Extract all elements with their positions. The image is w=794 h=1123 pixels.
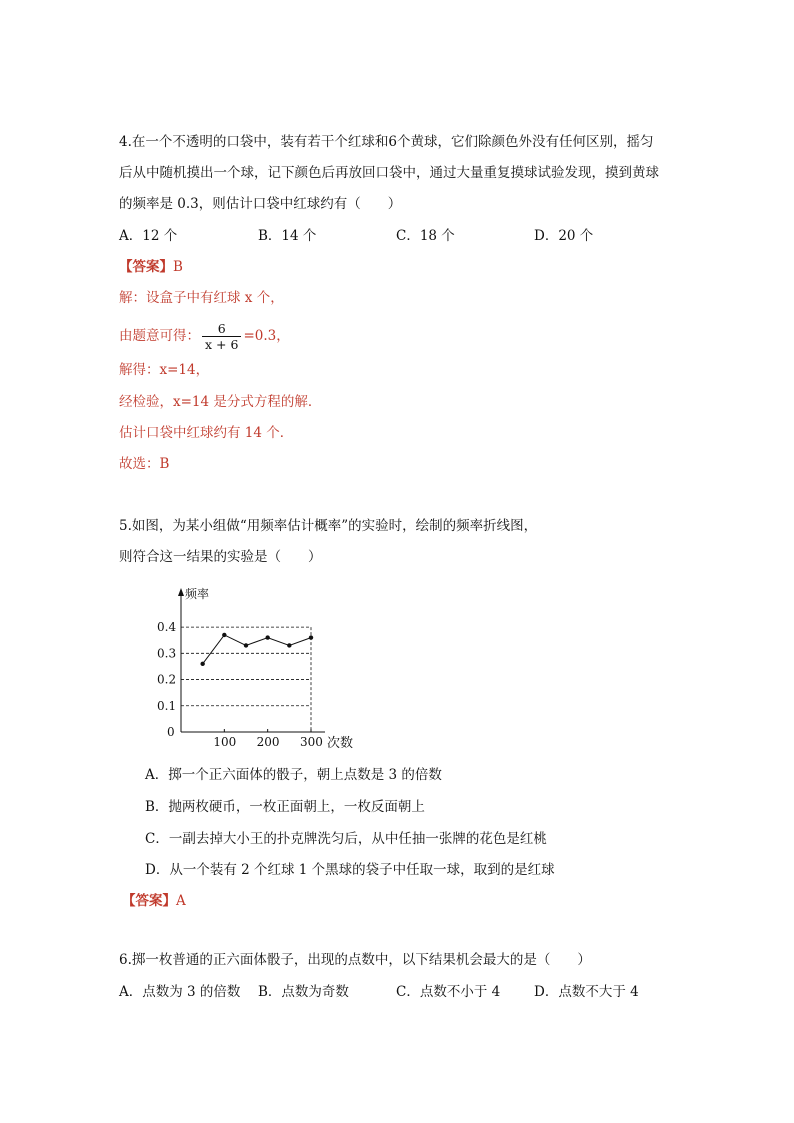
data-point: [309, 635, 313, 639]
q4-answer: [119, 257, 183, 277]
q4-stem-line1: 4.在一个不透明的口袋中，装有若干个红球和6个黄球，它们除颜色外没有任何区别，摇匀: [119, 134, 654, 150]
y-tick-label: 0.1: [157, 698, 177, 713]
q4-solution-suffix: =0.3，: [243, 328, 290, 344]
q4-option-b: B．14 个: [258, 228, 317, 244]
origin-label: 0: [167, 725, 175, 739]
y-axis-arrow: [178, 588, 184, 596]
q4-solution-line6: 故选：B: [119, 456, 170, 472]
x-axis-label: 次数: [327, 736, 354, 751]
q5-option-a: A．掷一个正六面体的骰子，朝上点数是 3 的倍数: [145, 767, 442, 783]
q4-stem-line3: 的频率是 0.3，则估计口袋中红球约有（ ）: [119, 196, 402, 212]
q5-answer-value: A: [176, 893, 186, 909]
fraction-denominator: x + 6: [205, 337, 239, 352]
q5-option-b: B．抛两枚硬币，一枚正面朝上，一枚反面朝上: [145, 799, 425, 815]
y-tick-label: 0.3: [157, 646, 177, 661]
data-point: [244, 643, 248, 647]
fraction-numerator: 6: [202, 321, 241, 337]
x-tick-label: 100: [213, 735, 237, 749]
data-point: [265, 635, 269, 639]
data-point: [287, 643, 291, 647]
q6-option-a: A．点数为 3 的倍数: [119, 984, 241, 1000]
x-tick-label: 300: [300, 735, 323, 749]
q4-solution-line2: [119, 318, 290, 354]
q6-stem-line1: 6.掷一枚普通的正六面体骰子，出现的点数中，以下结果机会最大的是（ ）: [119, 952, 591, 968]
q4-answer-tag: 【答案】: [119, 259, 173, 275]
q5-option-d: D．从一个装有 2 个红球 1 个黑球的袋子中任取一球，取到的是红球: [145, 862, 555, 878]
y-tick-label: 0.2: [157, 672, 177, 687]
data-point: [200, 662, 204, 666]
frequency-line-chart: [130, 582, 370, 752]
q5-answer: [122, 891, 186, 911]
series-line: [203, 635, 311, 664]
q4-solution-line5: 估计口袋中红球约有 14 个．: [119, 425, 294, 441]
fraction: [202, 321, 241, 352]
data-point: [222, 633, 226, 637]
q4-solution-line3: 解得：x=14，: [119, 362, 210, 378]
y-axis-label: 频率: [185, 587, 210, 601]
q6-option-d: D．点数不大于 4: [534, 984, 639, 1000]
q6-option-b: B．点数为奇数: [258, 984, 349, 1000]
q5-stem-line2: 则符合这一结果的实验是（ ）: [119, 549, 322, 565]
q4-answer-value: B: [173, 259, 183, 275]
q4-solution-prefix: 由题意可得：: [119, 328, 200, 344]
q5-stem-line1: 5.如图，为某小组做“用频率估计概率”的实验时，绘制的频率折线图，: [119, 518, 538, 534]
y-tick-label: 0.4: [157, 620, 177, 635]
q4-solution-line1: 解：设盒子中有红球 x 个，: [119, 290, 284, 306]
q4-option-c: C．18 个: [396, 228, 455, 244]
q6-option-c: C．点数不小于 4: [396, 984, 501, 1000]
q4-solution-line4: 经检验，x=14 是分式方程的解．: [119, 394, 322, 410]
q5-answer-tag: 【答案】: [122, 893, 176, 909]
q4-option-d: D．20 个: [534, 228, 594, 244]
q5-option-c: C．一副去掉大小王的扑克牌洗匀后，从中任抽一张牌的花色是红桃: [145, 831, 547, 847]
x-tick-label: 200: [256, 735, 280, 749]
q4-option-a: A．12 个: [119, 228, 178, 244]
q4-stem-line2: 后从中随机摸出一个球，记下颜色后再放回口袋中，通过大量重复摸球试验发现，摸到黄球: [119, 165, 659, 181]
